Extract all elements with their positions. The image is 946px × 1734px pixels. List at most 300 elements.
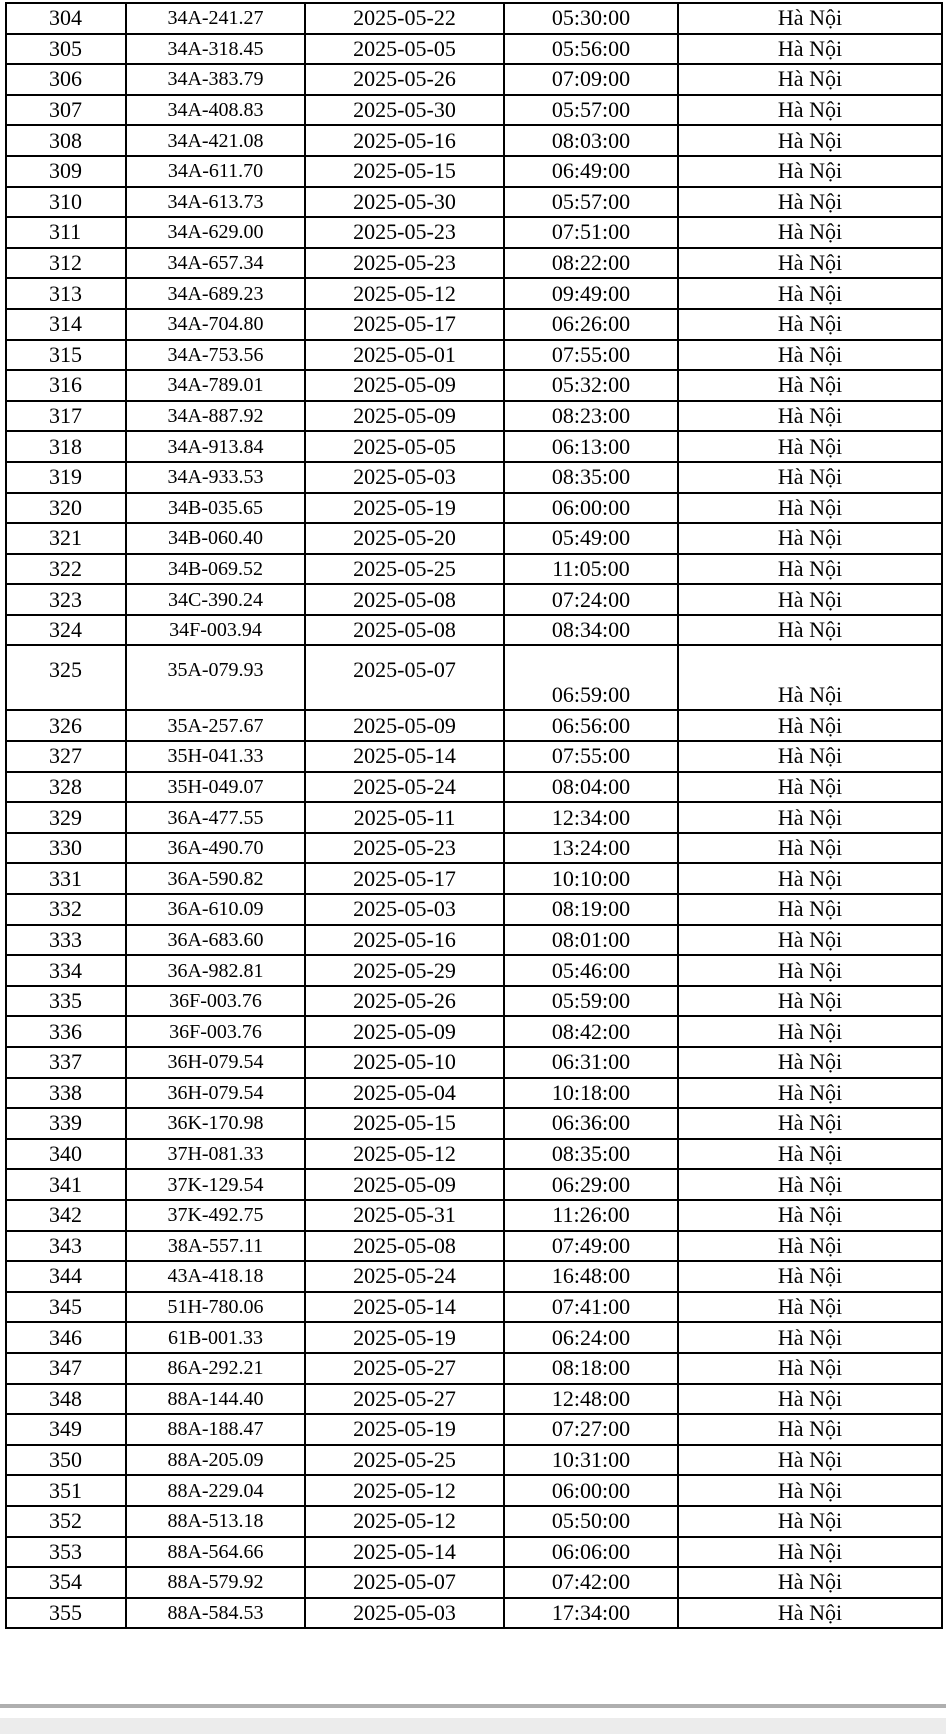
table-row — [6, 431, 942, 462]
date-cell: 2025-05-07 — [305, 645, 504, 710]
license-plate-cell: 34A-753.56 — [126, 340, 305, 371]
license-plate-cell: 88A-579.92 — [126, 1567, 305, 1598]
date-cell: 2025-05-17 — [305, 863, 504, 894]
time-cell: 08:22:00 — [504, 248, 678, 279]
date-cell: 2025-05-03 — [305, 462, 504, 493]
row-number-cell: 310 — [6, 187, 126, 218]
location-cell: Hà Nội — [678, 1139, 942, 1170]
date-cell: 2025-05-16 — [305, 925, 504, 956]
row-number-cell: 308 — [6, 125, 126, 156]
table-row — [6, 1139, 942, 1170]
time-cell: 07:42:00 — [504, 1567, 678, 1598]
row-number-cell: 304 — [6, 3, 126, 34]
table-row — [6, 986, 942, 1017]
date-cell: 2025-05-25 — [305, 554, 504, 585]
row-number-cell: 328 — [6, 772, 126, 803]
date-cell: 2025-05-03 — [305, 894, 504, 925]
row-number-cell: 350 — [6, 1445, 126, 1476]
location-cell: Hà Nội — [678, 370, 942, 401]
time-cell: 08:03:00 — [504, 125, 678, 156]
date-cell: 2025-05-10 — [305, 1047, 504, 1078]
date-cell: 2025-05-27 — [305, 1353, 504, 1384]
table-row — [6, 802, 942, 833]
row-number-cell: 343 — [6, 1231, 126, 1262]
license-plate-cell: 34A-241.27 — [126, 3, 305, 34]
table-row — [6, 833, 942, 864]
time-cell: 05:57:00 — [504, 187, 678, 218]
location-cell: Hà Nội — [678, 1353, 942, 1384]
location-cell: Hà Nội — [678, 523, 942, 554]
row-number-cell: 340 — [6, 1139, 126, 1170]
date-cell: 2025-05-29 — [305, 955, 504, 986]
table-body — [6, 3, 942, 1628]
location-cell: Hà Nội — [678, 431, 942, 462]
row-number-cell: 316 — [6, 370, 126, 401]
license-plate-cell: 34A-408.83 — [126, 95, 305, 126]
license-plate-cell: 43A-418.18 — [126, 1261, 305, 1292]
license-plate-cell: 34A-933.53 — [126, 462, 305, 493]
table-row — [6, 1078, 942, 1109]
table-row — [6, 894, 942, 925]
row-number-cell: 306 — [6, 64, 126, 95]
license-plate-cell: 34A-421.08 — [126, 125, 305, 156]
location-cell: Hà Nội — [678, 64, 942, 95]
time-cell: 11:05:00 — [504, 554, 678, 585]
location-cell: Hà Nội — [678, 863, 942, 894]
location-cell: Hà Nội — [678, 95, 942, 126]
table-row — [6, 615, 942, 646]
table-row — [6, 278, 942, 309]
scan-edge-line — [0, 1704, 946, 1708]
license-plate-cell: 34B-035.65 — [126, 493, 305, 524]
table-row — [6, 1353, 942, 1384]
table-row — [6, 955, 942, 986]
time-cell: 07:55:00 — [504, 340, 678, 371]
row-number-cell: 312 — [6, 248, 126, 279]
license-plate-cell: 36F-003.76 — [126, 986, 305, 1017]
license-plate-cell: 37K-129.54 — [126, 1169, 305, 1200]
time-cell: 05:30:00 — [504, 3, 678, 34]
row-number-cell: 345 — [6, 1292, 126, 1323]
date-cell: 2025-05-01 — [305, 340, 504, 371]
location-cell: Hà Nội — [678, 217, 942, 248]
time-cell: 08:42:00 — [504, 1016, 678, 1047]
license-plate-cell: 35H-049.07 — [126, 772, 305, 803]
time-cell: 06:49:00 — [504, 156, 678, 187]
page-bottom-strip — [0, 1718, 946, 1734]
location-cell: Hà Nội — [678, 1169, 942, 1200]
location-cell: Hà Nội — [678, 1537, 942, 1568]
location-cell: Hà Nội — [678, 1078, 942, 1109]
date-cell: 2025-05-08 — [305, 1231, 504, 1262]
time-cell: 07:51:00 — [504, 217, 678, 248]
license-plate-cell: 34C-390.24 — [126, 584, 305, 615]
location-cell: Hà Nội — [678, 986, 942, 1017]
location-cell: Hà Nội — [678, 1506, 942, 1537]
table-row — [6, 1475, 942, 1506]
row-number-cell: 315 — [6, 340, 126, 371]
row-number-cell: 326 — [6, 710, 126, 741]
row-number-cell: 320 — [6, 493, 126, 524]
license-plate-cell: 88A-564.66 — [126, 1537, 305, 1568]
time-cell: 06:06:00 — [504, 1537, 678, 1568]
date-cell: 2025-05-08 — [305, 584, 504, 615]
location-cell: Hà Nội — [678, 1322, 942, 1353]
row-number-cell: 353 — [6, 1537, 126, 1568]
table-row — [6, 340, 942, 371]
row-number-cell: 330 — [6, 833, 126, 864]
date-cell: 2025-05-25 — [305, 1445, 504, 1476]
license-plate-cell: 35A-079.93 — [126, 645, 305, 710]
location-cell: Hà Nội — [678, 1047, 942, 1078]
location-cell: Hà Nội — [678, 645, 942, 710]
time-cell: 06:56:00 — [504, 710, 678, 741]
date-cell: 2025-05-12 — [305, 1139, 504, 1170]
table-row — [6, 1537, 942, 1568]
license-plate-cell: 34A-629.00 — [126, 217, 305, 248]
date-cell: 2025-05-30 — [305, 95, 504, 126]
location-cell: Hà Nội — [678, 1414, 942, 1445]
time-cell: 06:31:00 — [504, 1047, 678, 1078]
location-cell: Hà Nội — [678, 401, 942, 432]
table-row — [6, 64, 942, 95]
row-number-cell: 333 — [6, 925, 126, 956]
date-cell: 2025-05-15 — [305, 1108, 504, 1139]
row-number-cell: 342 — [6, 1200, 126, 1231]
date-cell: 2025-05-04 — [305, 1078, 504, 1109]
location-cell: Hà Nội — [678, 1231, 942, 1262]
table-row — [6, 187, 942, 218]
license-plate-cell: 88A-584.53 — [126, 1598, 305, 1629]
date-cell: 2025-05-20 — [305, 523, 504, 554]
table-row — [6, 3, 942, 34]
time-cell: 07:55:00 — [504, 741, 678, 772]
row-number-cell: 344 — [6, 1261, 126, 1292]
license-plate-cell: 36F-003.76 — [126, 1016, 305, 1047]
location-cell: Hà Nội — [678, 833, 942, 864]
license-plate-cell: 34A-613.73 — [126, 187, 305, 218]
date-cell: 2025-05-19 — [305, 1322, 504, 1353]
table-row — [6, 401, 942, 432]
table-row — [6, 1292, 942, 1323]
table-row — [6, 710, 942, 741]
license-plate-cell: 34A-611.70 — [126, 156, 305, 187]
time-cell: 05:49:00 — [504, 523, 678, 554]
date-cell: 2025-05-14 — [305, 1537, 504, 1568]
table-row — [6, 1445, 942, 1476]
time-cell: 08:04:00 — [504, 772, 678, 803]
location-cell: Hà Nội — [678, 3, 942, 34]
license-plate-cell: 36A-982.81 — [126, 955, 305, 986]
time-cell: 06:24:00 — [504, 1322, 678, 1353]
row-number-cell: 323 — [6, 584, 126, 615]
table-row — [6, 1506, 942, 1537]
date-cell: 2025-05-23 — [305, 248, 504, 279]
date-cell: 2025-05-22 — [305, 3, 504, 34]
license-plate-cell: 36A-610.09 — [126, 894, 305, 925]
table-row — [6, 217, 942, 248]
row-number-cell: 325 — [6, 645, 126, 710]
location-cell: Hà Nội — [678, 1445, 942, 1476]
row-number-cell: 335 — [6, 986, 126, 1017]
row-number-cell: 314 — [6, 309, 126, 340]
date-cell: 2025-05-24 — [305, 1261, 504, 1292]
time-cell: 06:26:00 — [504, 309, 678, 340]
location-cell: Hà Nội — [678, 772, 942, 803]
row-number-cell: 348 — [6, 1384, 126, 1415]
location-cell: Hà Nội — [678, 894, 942, 925]
time-cell: 12:34:00 — [504, 802, 678, 833]
date-cell: 2025-05-15 — [305, 156, 504, 187]
date-cell: 2025-05-12 — [305, 1506, 504, 1537]
location-cell: Hà Nội — [678, 248, 942, 279]
table-row — [6, 248, 942, 279]
date-cell: 2025-05-30 — [305, 187, 504, 218]
table-row — [6, 156, 942, 187]
location-cell: Hà Nội — [678, 925, 942, 956]
table-row — [6, 1414, 942, 1445]
row-number-cell: 307 — [6, 95, 126, 126]
date-cell: 2025-05-27 — [305, 1384, 504, 1415]
time-cell: 10:18:00 — [504, 1078, 678, 1109]
location-cell: Hà Nội — [678, 615, 942, 646]
row-number-cell: 313 — [6, 278, 126, 309]
date-cell: 2025-05-26 — [305, 64, 504, 95]
row-number-cell: 305 — [6, 34, 126, 65]
table-row — [6, 584, 942, 615]
row-number-cell: 318 — [6, 431, 126, 462]
time-cell: 17:34:00 — [504, 1598, 678, 1629]
location-cell: Hà Nội — [678, 710, 942, 741]
license-plate-cell: 36H-079.54 — [126, 1078, 305, 1109]
row-number-cell: 319 — [6, 462, 126, 493]
date-cell: 2025-05-05 — [305, 34, 504, 65]
license-plate-cell: 34A-657.34 — [126, 248, 305, 279]
row-number-cell: 336 — [6, 1016, 126, 1047]
time-cell: 16:48:00 — [504, 1261, 678, 1292]
license-plate-cell: 88A-144.40 — [126, 1384, 305, 1415]
license-plate-cell: 86A-292.21 — [126, 1353, 305, 1384]
time-cell: 05:56:00 — [504, 34, 678, 65]
row-number-cell: 346 — [6, 1322, 126, 1353]
license-plate-cell: 34B-060.40 — [126, 523, 305, 554]
table-row — [6, 645, 942, 710]
location-cell: Hà Nội — [678, 1261, 942, 1292]
date-cell: 2025-05-09 — [305, 1169, 504, 1200]
time-cell: 06:36:00 — [504, 1108, 678, 1139]
time-cell: 06:59:00 — [504, 645, 678, 710]
license-plate-cell: 51H-780.06 — [126, 1292, 305, 1323]
location-cell: Hà Nội — [678, 584, 942, 615]
license-plate-cell: 34A-913.84 — [126, 431, 305, 462]
location-cell: Hà Nội — [678, 1598, 942, 1629]
license-plate-cell: 35H-041.33 — [126, 741, 305, 772]
table-row — [6, 1384, 942, 1415]
row-number-cell: 321 — [6, 523, 126, 554]
license-plate-cell: 37K-492.75 — [126, 1200, 305, 1231]
license-plate-cell: 34B-069.52 — [126, 554, 305, 585]
license-plate-cell: 34A-789.01 — [126, 370, 305, 401]
time-cell: 09:49:00 — [504, 278, 678, 309]
row-number-cell: 337 — [6, 1047, 126, 1078]
table-row — [6, 863, 942, 894]
location-cell: Hà Nội — [678, 955, 942, 986]
license-plate-cell: 36A-490.70 — [126, 833, 305, 864]
license-plate-cell: 36H-079.54 — [126, 1047, 305, 1078]
time-cell: 08:23:00 — [504, 401, 678, 432]
date-cell: 2025-05-09 — [305, 370, 504, 401]
time-cell: 07:24:00 — [504, 584, 678, 615]
table-row — [6, 1322, 942, 1353]
row-number-cell: 334 — [6, 955, 126, 986]
row-number-cell: 329 — [6, 802, 126, 833]
date-cell: 2025-05-14 — [305, 741, 504, 772]
time-cell: 08:19:00 — [504, 894, 678, 925]
time-cell: 07:41:00 — [504, 1292, 678, 1323]
row-number-cell: 332 — [6, 894, 126, 925]
date-cell: 2025-05-23 — [305, 217, 504, 248]
table-row — [6, 1047, 942, 1078]
time-cell: 13:24:00 — [504, 833, 678, 864]
license-plate-cell: 34A-704.80 — [126, 309, 305, 340]
license-plate-cell: 34A-383.79 — [126, 64, 305, 95]
table-row — [6, 554, 942, 585]
time-cell: 08:01:00 — [504, 925, 678, 956]
violations-table — [5, 2, 943, 1629]
row-number-cell: 355 — [6, 1598, 126, 1629]
time-cell: 08:34:00 — [504, 615, 678, 646]
location-cell: Hà Nội — [678, 493, 942, 524]
license-plate-cell: 34F-003.94 — [126, 615, 305, 646]
time-cell: 06:13:00 — [504, 431, 678, 462]
row-number-cell: 309 — [6, 156, 126, 187]
row-number-cell: 311 — [6, 217, 126, 248]
location-cell: Hà Nội — [678, 187, 942, 218]
license-plate-cell: 88A-513.18 — [126, 1506, 305, 1537]
license-plate-cell: 36K-170.98 — [126, 1108, 305, 1139]
row-number-cell: 354 — [6, 1567, 126, 1598]
table-row — [6, 523, 942, 554]
row-number-cell: 339 — [6, 1108, 126, 1139]
date-cell: 2025-05-09 — [305, 710, 504, 741]
row-number-cell: 352 — [6, 1506, 126, 1537]
time-cell: 05:59:00 — [504, 986, 678, 1017]
time-cell: 07:49:00 — [504, 1231, 678, 1262]
row-number-cell: 347 — [6, 1353, 126, 1384]
row-number-cell: 324 — [6, 615, 126, 646]
table-row — [6, 1231, 942, 1262]
table-row — [6, 370, 942, 401]
time-cell: 12:48:00 — [504, 1384, 678, 1415]
time-cell: 05:50:00 — [504, 1506, 678, 1537]
location-cell: Hà Nội — [678, 125, 942, 156]
date-cell: 2025-05-31 — [305, 1200, 504, 1231]
date-cell: 2025-05-05 — [305, 431, 504, 462]
date-cell: 2025-05-11 — [305, 802, 504, 833]
date-cell: 2025-05-19 — [305, 493, 504, 524]
license-plate-cell: 38A-557.11 — [126, 1231, 305, 1262]
license-plate-cell: 88A-188.47 — [126, 1414, 305, 1445]
row-number-cell: 327 — [6, 741, 126, 772]
table-row — [6, 462, 942, 493]
time-cell: 05:57:00 — [504, 95, 678, 126]
location-cell: Hà Nội — [678, 741, 942, 772]
time-cell: 11:26:00 — [504, 1200, 678, 1231]
row-number-cell: 317 — [6, 401, 126, 432]
table-row — [6, 1169, 942, 1200]
location-cell: Hà Nội — [678, 1016, 942, 1047]
license-plate-cell: 35A-257.67 — [126, 710, 305, 741]
date-cell: 2025-05-16 — [305, 125, 504, 156]
row-number-cell: 341 — [6, 1169, 126, 1200]
time-cell: 08:35:00 — [504, 462, 678, 493]
license-plate-cell: 34A-689.23 — [126, 278, 305, 309]
date-cell: 2025-05-09 — [305, 401, 504, 432]
license-plate-cell: 36A-477.55 — [126, 802, 305, 833]
time-cell: 08:18:00 — [504, 1353, 678, 1384]
location-cell: Hà Nội — [678, 340, 942, 371]
date-cell: 2025-05-23 — [305, 833, 504, 864]
row-number-cell: 338 — [6, 1078, 126, 1109]
table-row — [6, 925, 942, 956]
date-cell: 2025-05-08 — [305, 615, 504, 646]
license-plate-cell: 61B-001.33 — [126, 1322, 305, 1353]
license-plate-cell: 88A-229.04 — [126, 1475, 305, 1506]
time-cell: 06:29:00 — [504, 1169, 678, 1200]
row-number-cell: 331 — [6, 863, 126, 894]
time-cell: 07:09:00 — [504, 64, 678, 95]
table-row — [6, 1261, 942, 1292]
time-cell: 05:32:00 — [504, 370, 678, 401]
table-row — [6, 95, 942, 126]
location-cell: Hà Nội — [678, 1108, 942, 1139]
location-cell: Hà Nội — [678, 1292, 942, 1323]
time-cell: 10:31:00 — [504, 1445, 678, 1476]
location-cell: Hà Nội — [678, 462, 942, 493]
license-plate-cell: 36A-590.82 — [126, 863, 305, 894]
license-plate-cell: 34A-887.92 — [126, 401, 305, 432]
date-cell: 2025-05-07 — [305, 1567, 504, 1598]
table-row — [6, 125, 942, 156]
date-cell: 2025-05-12 — [305, 278, 504, 309]
date-cell: 2025-05-14 — [305, 1292, 504, 1323]
table-row — [6, 1567, 942, 1598]
date-cell: 2025-05-19 — [305, 1414, 504, 1445]
time-cell: 08:35:00 — [504, 1139, 678, 1170]
time-cell: 05:46:00 — [504, 955, 678, 986]
location-cell: Hà Nội — [678, 1567, 942, 1598]
date-cell: 2025-05-24 — [305, 772, 504, 803]
location-cell: Hà Nội — [678, 309, 942, 340]
time-cell: 07:27:00 — [504, 1414, 678, 1445]
time-cell: 06:00:00 — [504, 1475, 678, 1506]
license-plate-cell: 37H-081.33 — [126, 1139, 305, 1170]
time-cell: 06:00:00 — [504, 493, 678, 524]
time-cell: 10:10:00 — [504, 863, 678, 894]
location-cell: Hà Nội — [678, 1475, 942, 1506]
table-row — [6, 34, 942, 65]
location-cell: Hà Nội — [678, 34, 942, 65]
license-plate-cell: 36A-683.60 — [126, 925, 305, 956]
row-number-cell: 322 — [6, 554, 126, 585]
license-plate-cell: 34A-318.45 — [126, 34, 305, 65]
location-cell: Hà Nội — [678, 802, 942, 833]
location-cell: Hà Nội — [678, 554, 942, 585]
row-number-cell: 349 — [6, 1414, 126, 1445]
table-row — [6, 1200, 942, 1231]
table-row — [6, 1108, 942, 1139]
license-plate-cell: 88A-205.09 — [126, 1445, 305, 1476]
